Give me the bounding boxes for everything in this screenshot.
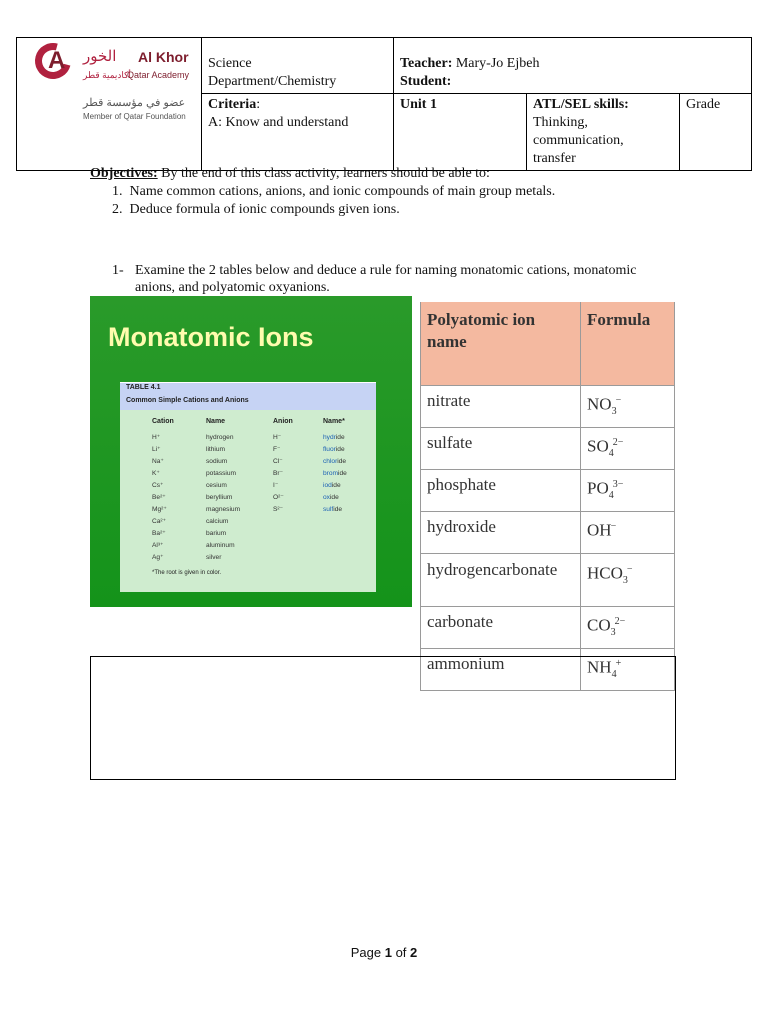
- ion-name: phosphate: [421, 470, 581, 512]
- atl-line3: transfer: [533, 151, 576, 166]
- formula-subscript: 3: [611, 406, 617, 418]
- polyatomic-row: [421, 554, 675, 607]
- logo-english-academy: Qatar Academy: [127, 70, 190, 80]
- cation-symbol: Be²⁺: [152, 494, 166, 501]
- cation-name: aluminum: [206, 542, 235, 549]
- task-number: 1-: [112, 263, 124, 278]
- atl-line1: Thinking,: [533, 115, 588, 130]
- criteria-value: A: Know and understand: [208, 115, 349, 130]
- formula-charge: −: [615, 395, 622, 406]
- cation-name-column: [206, 432, 240, 564]
- task-line1: Examine the 2 tables below and deduce a rule for naming monatomic cations, monatomic: [135, 263, 637, 278]
- logo-arabic-name: الخور: [83, 48, 117, 65]
- cation-symbol: Cs⁺: [152, 482, 164, 489]
- anion-suffix: ide: [337, 458, 347, 465]
- atl-label: ATL/SEL skills:: [533, 97, 629, 112]
- criteria-label: Criteria: [208, 97, 257, 112]
- polyatomic-row: [421, 386, 675, 428]
- objective-num: 1.: [112, 184, 123, 199]
- anion-suffix: ide: [331, 482, 341, 489]
- cation-name: hydrogen: [206, 434, 234, 441]
- polyatomic-row: [421, 607, 675, 649]
- cation-name: sodium: [206, 458, 228, 465]
- anion-symbol: O²⁻: [273, 494, 284, 501]
- department-line1: Science: [208, 56, 252, 71]
- formula-subscript: 4: [611, 669, 617, 681]
- anion-symbol: H⁻: [273, 434, 282, 441]
- cation-symbol: K⁺: [152, 470, 160, 477]
- anion-name: [323, 456, 347, 468]
- objectives-list: [112, 183, 555, 219]
- cation-symbol: Ba²⁺: [152, 530, 166, 537]
- ion-name: ammonium: [421, 649, 581, 691]
- teacher-label: Teacher:: [400, 56, 453, 71]
- polyatomic-row: [421, 428, 675, 470]
- logo-english-member: Member of Qatar Foundation: [83, 112, 186, 121]
- anion-root: fluor: [323, 446, 336, 453]
- formula-base: PO: [587, 478, 609, 498]
- col-header-name: Name: [206, 418, 226, 425]
- anion-suffix: ide: [333, 506, 343, 513]
- answer-box[interactable]: [90, 656, 676, 780]
- formula-charge: −: [610, 521, 617, 533]
- logo-a-icon: A: [48, 47, 66, 74]
- cation-symbol: H⁺: [152, 434, 161, 441]
- logo-arabic-member: عضو في مؤسسة قطر: [83, 97, 186, 109]
- logo-english-name: Al Khor: [138, 49, 189, 65]
- ion-formula: [581, 554, 675, 607]
- cation-name: potassium: [206, 470, 237, 477]
- cation-symbol: Al³⁺: [152, 542, 164, 549]
- anion-suffix: ide: [335, 446, 345, 453]
- department-line2: Department/Chemistry: [208, 74, 337, 89]
- formula-charge: 3−: [612, 479, 624, 491]
- ion-formula: [581, 607, 675, 649]
- ion-name: hydrogencarbonate: [421, 554, 581, 607]
- table-footnote: *The root is given in color.: [152, 570, 222, 576]
- objectives-intro: By the end of this class activity, learners should be able to:: [157, 166, 490, 181]
- footer-total: 2: [410, 945, 418, 960]
- logo-cell: [17, 38, 202, 171]
- cation-symbol: Li⁺: [152, 446, 161, 453]
- logo-arabic-academy: أكاديمية قطر: [83, 70, 131, 80]
- anion-root: brom: [323, 470, 339, 477]
- anion-suffix: ide: [329, 494, 339, 501]
- cation-name: magnesium: [206, 506, 241, 513]
- page-footer: [0, 945, 768, 960]
- cation-name: lithium: [206, 446, 226, 453]
- atl-line2: communication,: [533, 133, 624, 148]
- formula-base: CO: [587, 615, 611, 635]
- anion-symbol: F⁻: [273, 446, 281, 453]
- col-header-anion: Anion: [273, 418, 293, 425]
- ion-formula: [581, 512, 675, 554]
- ion-formula: [581, 428, 675, 470]
- formula-subscript: 4: [608, 490, 614, 502]
- footer-middle: of: [391, 945, 411, 960]
- header-polyatomic-name: Polyatomic ion name: [421, 302, 581, 386]
- anion-root: iod: [323, 482, 332, 489]
- objective-item: [112, 183, 555, 201]
- cation-symbol: Ag⁺: [152, 554, 164, 561]
- table-label: TABLE 4.1: [126, 384, 161, 391]
- objective-text: Name common cations, anions, and ionic compounds of main group metals.: [129, 184, 556, 199]
- anion-root: sulf: [323, 506, 334, 513]
- task-text: [135, 262, 695, 296]
- task-line2: anions, and polyatomic oxyanions.: [135, 280, 330, 295]
- anion-symbol: Br⁻: [273, 470, 284, 477]
- formula-subscript: 4: [608, 448, 614, 460]
- department-cell: [202, 38, 394, 94]
- criteria-colon: :: [256, 97, 261, 112]
- monatomic-ions-image: [90, 296, 412, 607]
- student-label: Student:: [400, 74, 452, 89]
- formula-charge: 2−: [612, 437, 624, 449]
- ion-name: sulfate: [421, 428, 581, 470]
- formula-base: SO: [587, 436, 609, 456]
- formula-charge: +: [615, 658, 622, 670]
- cation-column: [152, 432, 167, 564]
- anion-root: ox: [323, 494, 330, 501]
- anion-column: [273, 432, 284, 516]
- teacher-student-cell: [394, 38, 752, 94]
- anion-name: [323, 444, 347, 456]
- teacher-name: Mary-Jo Ejbeh: [452, 56, 540, 71]
- formula-subscript: 3: [622, 575, 628, 587]
- objective-text: Deduce formula of ionic compounds given ions.: [129, 202, 400, 217]
- formula-subscript: 3: [610, 627, 616, 639]
- anion-suffix: ide: [338, 470, 347, 477]
- formula-base: NH: [587, 657, 612, 677]
- formula-charge: 2−: [614, 616, 626, 628]
- polyatomic-header-row: [421, 302, 675, 386]
- header-formula: Formula: [581, 302, 675, 386]
- polyatomic-row: [421, 470, 675, 512]
- monatomic-title: Monatomic Ions: [108, 322, 314, 352]
- anion-name: [323, 432, 347, 444]
- footer-prefix: Page: [350, 945, 385, 960]
- monatomic-table: [120, 382, 376, 592]
- polyatomic-row: [421, 512, 675, 554]
- cation-name: calcium: [206, 518, 229, 525]
- objectives-label: Objectives:: [90, 166, 158, 181]
- anion-name: [323, 504, 347, 516]
- cation-symbol: Ca²⁺: [152, 518, 167, 525]
- anion-name-column: [323, 432, 347, 516]
- anion-root: hydr: [323, 434, 336, 441]
- cation-name: silver: [206, 554, 222, 561]
- cation-name: barium: [206, 530, 227, 537]
- polyatomic-ions-table: [420, 302, 675, 691]
- ion-name: nitrate: [421, 386, 581, 428]
- grade-cell: Grade: [680, 94, 752, 171]
- header-table: [16, 37, 752, 171]
- cation-name: cesium: [206, 482, 227, 489]
- anion-name: [323, 468, 347, 480]
- anion-name: [323, 480, 347, 492]
- anion-root: chlor: [323, 458, 338, 465]
- atl-cell: [527, 94, 680, 171]
- ion-name: hydroxide: [421, 512, 581, 554]
- unit-cell: Unit 1: [394, 94, 527, 171]
- footer-page: 1: [384, 945, 392, 960]
- formula-base: NO: [587, 394, 612, 414]
- table-title: Common Simple Cations and Anions: [126, 397, 249, 404]
- objectives-line: [90, 165, 490, 182]
- anion-name: [323, 492, 347, 504]
- cation-symbol: Mg²⁺: [152, 506, 167, 513]
- anion-symbol: S²⁻: [273, 506, 284, 513]
- ion-formula: [581, 470, 675, 512]
- anion-suffix: ide: [335, 434, 345, 441]
- cation-name: beryllium: [206, 494, 233, 501]
- criteria-cell: [202, 94, 394, 171]
- cation-symbol: Na⁺: [152, 458, 164, 465]
- col-header-anion-name: Name*: [323, 418, 345, 425]
- objective-num: 2.: [112, 202, 123, 217]
- ion-name: carbonate: [421, 607, 581, 649]
- formula-base: OH: [587, 520, 612, 540]
- col-header-cation: Cation: [152, 418, 174, 425]
- anion-symbol: I⁻: [273, 482, 279, 489]
- ion-formula: [581, 386, 675, 428]
- formula-charge: −: [626, 564, 633, 576]
- objective-item: [112, 201, 555, 219]
- formula-base: HCO: [587, 563, 623, 583]
- anion-symbol: Cl⁻: [273, 458, 283, 465]
